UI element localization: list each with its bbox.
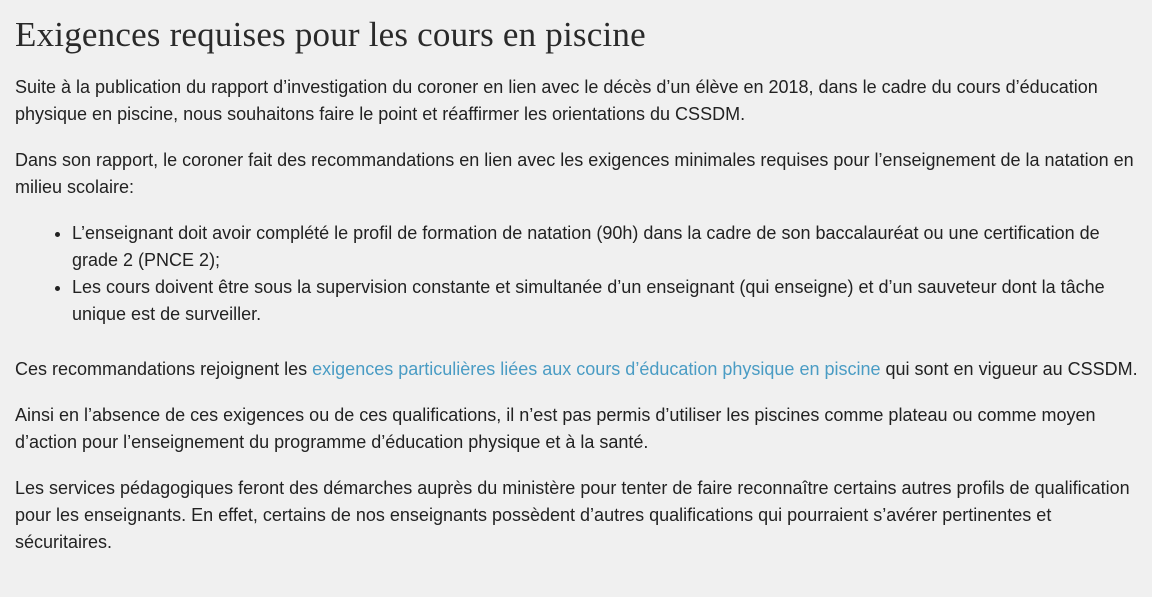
pedagogical-services-paragraph: Les services pédagogiques feront des démarches auprès du ministère pour tenter de faire reconnaître certains autres profils de qualification pour les enseignants. En effet, certains de nos enseignants possèdent d’autres qualifications qui pourraient s’avérer pertinentes et sécuritaires.: [15, 478, 1130, 552]
requirements-link[interactable]: exigences particulières liées aux cours d’éducation physique en piscine: [312, 359, 881, 379]
text-after-link: qui sont en vigueur au CSSDM.: [880, 359, 1138, 379]
intro-paragraph: Suite à la publication du rapport d’investigation du coroner en lien avec le décès d’un élève en 2018, dans le cadre du cours d’éducation physique en piscine, nous souhaitons faire le point et réaffirmer les orientations du CSSDM.: [15, 77, 1098, 124]
list-item: • L’enseignant doit avoir complété le profil de formation de natation (90h) dans la cadre de son baccalauréat ou une certification de grade 2 (PNCE 2);: [72, 220, 1138, 274]
absence-paragraph: Ainsi en l’absence de ces exigences ou de ces qualifications, il n’est pas permis d’utiliser les piscines comme plateau ou comme moyen d’action pour l’enseignement du programme d’éducation physique et à la santé.: [15, 405, 1096, 452]
list-item: • Les cours doivent être sous la supervision constante et simultanée d’un enseignant (qui enseigne) et d’un sauveteur dont la tâche unique est de surveiller.: [72, 274, 1138, 328]
page-title: Exigences requises pour les cours en piscine: [15, 15, 646, 54]
recommendations-paragraph: [15, 356, 1138, 383]
coroner-report-paragraph: Dans son rapport, le coroner fait des recommandations en lien avec les exigences minimales requises pour l’enseignement de la natation en milieu scolaire:: [15, 150, 1134, 197]
text-before-link: Ces recommandations rejoignent les: [15, 359, 313, 379]
requirements-list: [15, 220, 1138, 328]
